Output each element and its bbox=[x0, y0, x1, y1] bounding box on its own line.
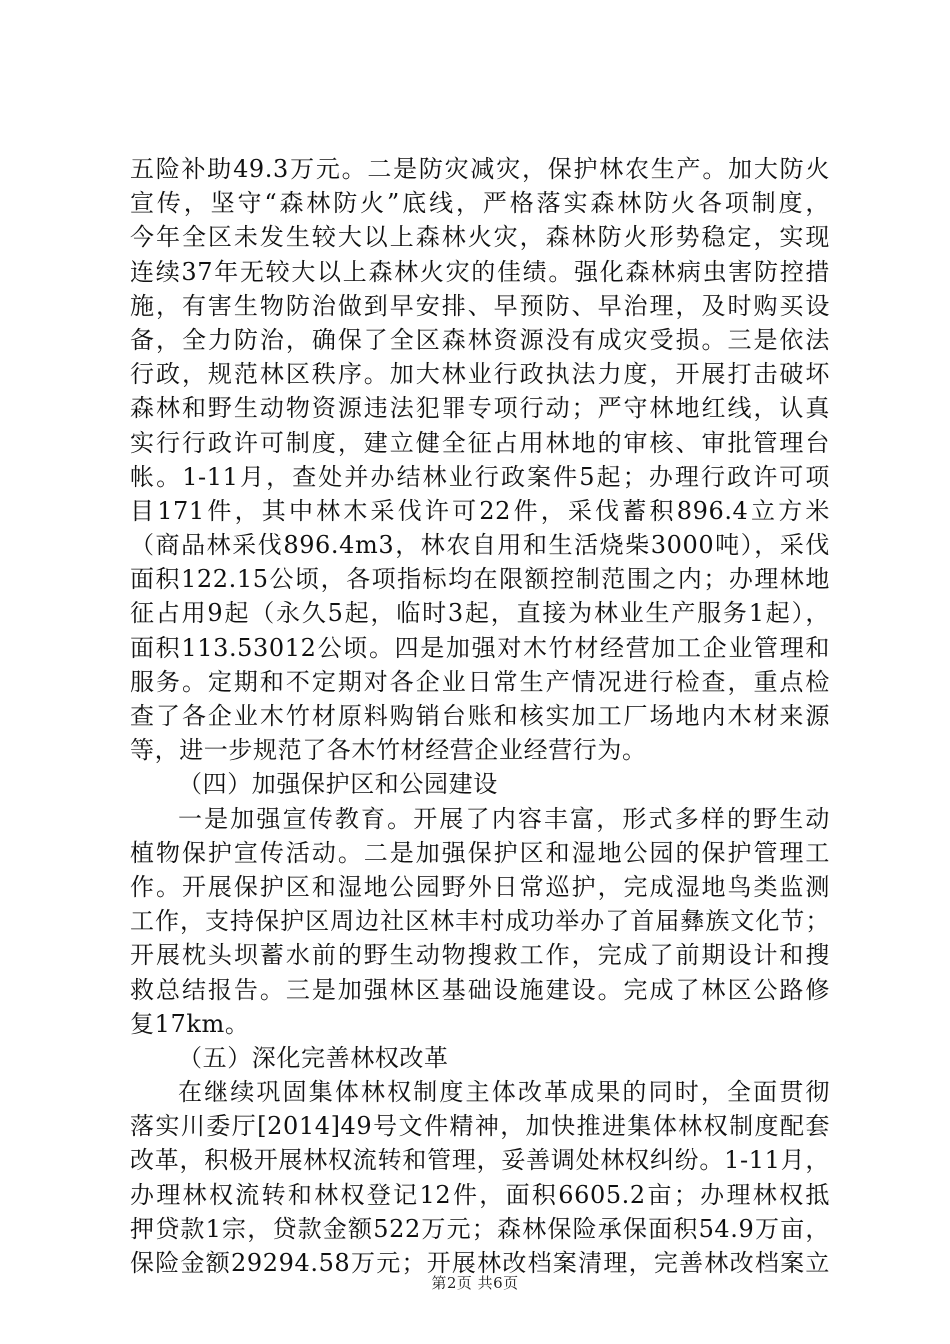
text-line: 面积122.15公顷，各项指标均在限额控制范围之内；办理林地 bbox=[130, 565, 830, 594]
text-line: 开展枕头坝蓄水前的野生动物搜救工作，完成了前期设计和搜 bbox=[130, 941, 830, 970]
text-line: 五险补助49.3万元。二是防灾减灾，保护林农生产。加大防火 bbox=[130, 155, 830, 183]
text-line: 改革，积极开展林权流转和管理，妥善调处林权纠纷。1-11月， bbox=[130, 1146, 830, 1175]
text-line: 查了各企业木竹材原料购销台账和核实加工厂场地内木材来源 bbox=[130, 702, 830, 730]
text-line: 行政，规范林区秩序。加大林业行政执法力度，开展打击破坏 bbox=[130, 360, 830, 389]
text-line: 面积113.53012公顷。四是加强对木竹材经营加工企业管理和 bbox=[130, 633, 830, 662]
text-line: 服务。定期和不定期对各企业日常生产情况进行检查，重点检 bbox=[130, 667, 830, 696]
text-line: 押贷款1宗，贷款金额522万元；森林保险承保面积54.9万亩， bbox=[130, 1214, 830, 1243]
text-line: 征占用9起（永久5起，临时3起，直接为林业生产服务1起）， bbox=[130, 599, 830, 628]
text-line: 植物保护宣传活动。二是加强保护区和湿地公园的保护管理工 bbox=[130, 838, 830, 867]
text-line: 办理林权流转和林权登记12件，面积6605.2亩；办理林权抵 bbox=[130, 1180, 830, 1209]
section-heading-five: （五）深化完善林权改革 bbox=[178, 1043, 449, 1072]
text-line: 等，进一步规范了各木竹材经营企业经营行为。 bbox=[130, 736, 647, 765]
text-line: 备，全力防治，确保了全区森林资源没有成灾受损。三是依法 bbox=[130, 325, 830, 354]
text-line: 今年全区未发生较大以上森林火灾，森林防火形势稳定，实现 bbox=[130, 223, 830, 252]
text-line: 复17km。 bbox=[130, 1009, 250, 1038]
text-line: 施，有害生物防治做到早安排、早预防、早治理，及时购买设 bbox=[130, 291, 830, 320]
text-line: 作。开展保护区和湿地公园野外日常巡护，完成湿地鸟类监测 bbox=[130, 872, 830, 901]
text-line: 落实川委厅[2014]49号文件精神，加快推进集体林权制度配套 bbox=[130, 1112, 830, 1141]
text-line: 帐。1-11月，查处并办结林业行政案件5起；办理行政许可项 bbox=[130, 462, 830, 491]
text-line: 森林和野生动物资源违法犯罪专项行动；严守林地红线，认真 bbox=[130, 394, 830, 423]
text-line: 宣传，坚守“森林防火”底线，严格落实森林防火各项制度， bbox=[130, 189, 830, 218]
text-line: 保险金额29294.58万元；开展林改档案清理，完善林改档案立 bbox=[130, 1249, 830, 1277]
page-number-footer: 第2页 共6页 bbox=[431, 1274, 519, 1292]
text-line: 一是加强宣传教育。开展了内容丰富，形式多样的野生动 bbox=[178, 804, 830, 833]
text-line: 在继续巩固集体林权制度主体改革成果的同时，全面贯彻 bbox=[178, 1078, 830, 1107]
text-line: 救总结报告。三是加强林区基础设施建设。完成了林区公路修 bbox=[130, 975, 830, 1004]
text-line: 连续37年无较大以上森林火灾的佳绩。强化森林病虫害防控措 bbox=[130, 257, 830, 286]
text-line: 工作，支持保护区周边社区林丰村成功举办了首届彝族文化节； bbox=[130, 907, 830, 936]
section-heading-four: （四）加强保护区和公园建设 bbox=[178, 770, 498, 799]
body-text bbox=[130, 152, 830, 1280]
text-line: 目171件，其中林木采伐许可22件，采伐蓄积896.4立方米 bbox=[130, 496, 830, 525]
text-line: （商品林采伐896.4m3，林农自用和生活烧柴3000吨），采伐 bbox=[130, 531, 830, 560]
text-line: 实行行政许可制度，建立健全征占用林地的审核、审批管理台 bbox=[130, 428, 830, 457]
